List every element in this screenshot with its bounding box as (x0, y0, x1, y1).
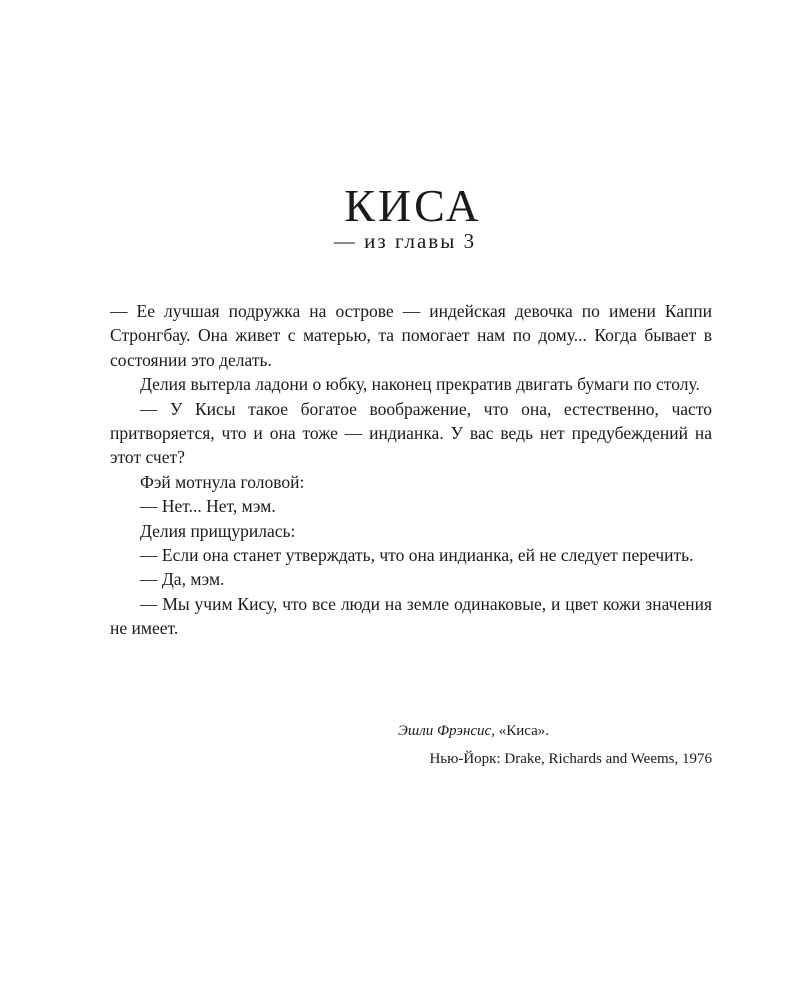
paragraph: Делия вытерла ладони о юбку, наконец прекратив двигать бумаги по столу. (140, 374, 700, 395)
excerpt-body (110, 299, 712, 641)
attribution-author: Эшли Фрэнсис (398, 723, 492, 739)
paragraph: — Нет... Нет, мэм. (140, 496, 276, 517)
chapter-subtitle: — из главы 3 (333, 229, 477, 253)
paragraph: Фэй мотнула головой: (140, 471, 305, 492)
paragraph: Делия прищурилась: (140, 520, 296, 541)
paragraph: — Если она станет утверждать, что она индианка, ей не следует перечить. (140, 545, 694, 566)
paragraph: — Да, мэм. (140, 569, 225, 590)
paragraph: — Мы учим Кису, что все люди на земле одинаковые, и цвет кожи значения не имеет. (110, 593, 712, 639)
attribution-publication: Нью-Йорк: Drake, Richards and Weems, 1976 (429, 751, 712, 767)
attribution-source (212, 717, 712, 745)
paragraph: — Ее лучшая подружка на острове — индейская девочка по имени Каппи Стронгбау. Она живет с матерью, та помогает нам по дому... Когда бывает в состоянии это делать. (110, 301, 712, 370)
attribution (212, 717, 712, 773)
attribution-work: , «Киса». (491, 723, 549, 739)
paragraph: — У Кисы такое богатое воображение, что она, естественно, часто притворяется, что и она тоже — индианка. У вас ведь нет предубеждений на этот счет? (110, 398, 712, 468)
chapter-title: КИСА (344, 180, 482, 231)
